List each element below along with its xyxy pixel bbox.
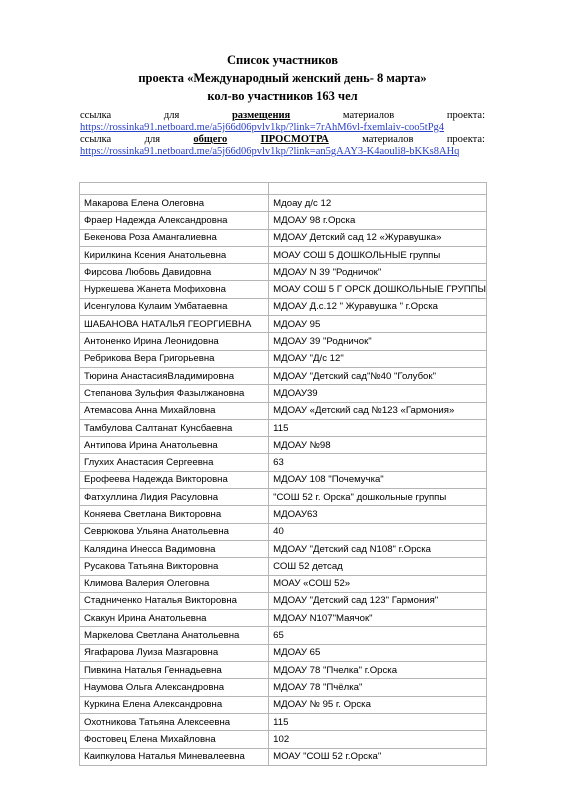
project-name: проекта «Международный женский день- 8 марта»	[138, 71, 427, 85]
table-row	[80, 592, 487, 609]
table-row	[80, 212, 487, 229]
participant-name: Калядина Инесса Вадимовна	[80, 540, 269, 557]
view-link[interactable]: https://rossinka91.netboard.me/a5j66d06pvlv1kp/?link=an5gAAY3-K4aouli8-bKKs8AHq	[80, 146, 460, 157]
document-header	[0, 51, 565, 105]
participant-organization: МДОАУ "Детский сад"№40 "Голубок"	[269, 367, 487, 384]
participant-organization: 65	[269, 627, 487, 644]
participant-organization: МОАУ «СОШ 52»	[269, 575, 487, 592]
participant-name: Антипова Ирина Анатольевна	[80, 437, 269, 454]
table-row	[80, 627, 487, 644]
participant-organization: "СОШ 52 г. Орска" дошкольные группы	[269, 489, 487, 506]
participant-name: Коняева Светлана Викторовна	[80, 506, 269, 523]
participant-count: кол-во участников 163 чел	[207, 89, 358, 103]
participant-organization: МДОАУ N107"Маячок"	[269, 610, 487, 627]
participant-organization: МДОАУ Д.с.12 " Журавушка " г.Орска	[269, 298, 487, 315]
participant-organization: МДОАУ63	[269, 506, 487, 523]
participant-organization: МОАУ СОШ 5 ДОШКОЛЬНЫЕ группы	[269, 246, 487, 263]
participant-organization: МДОАУ 78 "Пчёлка"	[269, 679, 487, 696]
document-title: Список участников	[227, 53, 338, 67]
participant-organization: МДОАУ "Д/с 12"	[269, 350, 487, 367]
participant-organization: МДОАУ "Детский сад N108" г.Орска	[269, 540, 487, 557]
view-emphasis-1: общего	[193, 134, 228, 145]
participant-name: Степанова Зульфия Фазылжановна	[80, 385, 269, 402]
participant-organization: МДОАУ 98 г.Орска	[269, 212, 487, 229]
table-row	[80, 367, 487, 384]
participant-name: Ягафарова Луиза Мазгаровна	[80, 644, 269, 661]
participant-organization: МДОАУ № 95 г. Орска	[269, 696, 487, 713]
table-row	[80, 402, 487, 419]
table-row	[80, 506, 487, 523]
participant-name: Бекенова Роза Амангалиевна	[80, 229, 269, 246]
table-row	[80, 731, 487, 748]
participant-name: Атемасова Анна Михайловна	[80, 402, 269, 419]
participant-name: Тамбулова Салтанат Кунсбаевна	[80, 419, 269, 436]
table-row	[80, 385, 487, 402]
participant-organization: 40	[269, 523, 487, 540]
participant-organization: МОАУ СОШ 5 Г ОРСК ДОШКОЛЬНЫЕ ГРУППЫ	[269, 281, 487, 298]
table-row	[80, 558, 487, 575]
table-row	[80, 298, 487, 315]
upload-link[interactable]: https://rossinka91.netboard.me/a5j66d06pvlv1kp/?link=7rAhM6vl-fxemlaiv-coo5tPg4	[80, 122, 445, 133]
participant-organization: 102	[269, 731, 487, 748]
participant-organization: 115	[269, 713, 487, 730]
empty-cell	[269, 183, 487, 195]
participant-name: Фостовец Елена Михайловна	[80, 731, 269, 748]
participant-name: Каипкулова Наталья Миневалеевна	[80, 748, 269, 765]
table-header-row	[80, 183, 487, 195]
participant-organization: МДОАУ N 39 "Родничок"	[269, 264, 487, 281]
participant-name: Кирилкина Ксения Анатольевна	[80, 246, 269, 263]
participant-name: Глухих Анастасия Сергеевна	[80, 454, 269, 471]
participant-name: Стадниченко Наталья Викторовна	[80, 592, 269, 609]
participant-organization: МДОАУ "Детский сад 123" Гармония"	[269, 592, 487, 609]
participant-name: Ребрикова Вера Григорьевна	[80, 350, 269, 367]
participant-organization: 63	[269, 454, 487, 471]
participant-organization: МДОАУ «Детский сад №123 «Гармония»	[269, 402, 487, 419]
participant-organization: 115	[269, 419, 487, 436]
participant-name: ШАБАНОВА НАТАЛЬЯ ГЕОРГИЕВНА	[80, 316, 269, 333]
participant-organization: СОШ 52 детсад	[269, 558, 487, 575]
participant-organization: МДОАУ39	[269, 385, 487, 402]
participant-organization: МДОАУ №98	[269, 437, 487, 454]
participant-name: Исенгулова Кулаим Умбатаевна	[80, 298, 269, 315]
table-row	[80, 316, 487, 333]
participant-name: Антоненко Ирина Леонидовна	[80, 333, 269, 350]
table-row	[80, 281, 487, 298]
participant-name: Климова Валерия Олеговна	[80, 575, 269, 592]
table-row	[80, 229, 487, 246]
table-row	[80, 644, 487, 661]
view-link-caption: ссылка для общего ПРОСМОТРА материалов проекта:	[80, 134, 485, 145]
participant-name: Пивкина Наталья Геннадьевна	[80, 662, 269, 679]
table-row	[80, 419, 487, 436]
table-row	[80, 696, 487, 713]
participant-name: Наумова Ольга Александровна	[80, 679, 269, 696]
empty-cell	[80, 183, 269, 195]
participant-organization: Мдоау д/с 12	[269, 195, 487, 212]
table-row	[80, 437, 487, 454]
participant-name: Тюрина АнастасияВладимировна	[80, 367, 269, 384]
table-row	[80, 246, 487, 263]
table-row	[80, 575, 487, 592]
participant-name: Фирсова Любовь Давидовна	[80, 264, 269, 281]
participants-table	[79, 182, 487, 766]
view-emphasis-2: ПРОСМОТРА	[260, 134, 329, 145]
links-block	[80, 110, 485, 158]
participant-name: Скакун Ирина Анатольевна	[80, 610, 269, 627]
participant-organization: МДОАУ 39 "Родничок"	[269, 333, 487, 350]
upload-link-caption: ссылка для размещения материалов проекта:	[80, 110, 485, 121]
table-row	[80, 264, 487, 281]
participant-organization: МДОАУ 65	[269, 644, 487, 661]
table-row	[80, 679, 487, 696]
table-row	[80, 523, 487, 540]
table-row	[80, 540, 487, 557]
participant-name: Макарова Елена Олеговна	[80, 195, 269, 212]
participant-name: Охотникова Татьяна Алексеевна	[80, 713, 269, 730]
table-row	[80, 662, 487, 679]
participant-name: Нуркешева Жанета Мофиховна	[80, 281, 269, 298]
table-row	[80, 350, 487, 367]
table-row	[80, 195, 487, 212]
participant-organization: МДОАУ 95	[269, 316, 487, 333]
table-row	[80, 454, 487, 471]
participant-name: Севрюкова Ульяна Анатольевна	[80, 523, 269, 540]
table-row	[80, 471, 487, 488]
participant-name: Русакова Татьяна Викторовна	[80, 558, 269, 575]
table-row	[80, 489, 487, 506]
participant-organization: МДОАУ Детский сад 12 «Журавушка»	[269, 229, 487, 246]
table-row	[80, 610, 487, 627]
table-row	[80, 748, 487, 765]
table-row	[80, 333, 487, 350]
participant-name: Маркелова Светлана Анатольевна	[80, 627, 269, 644]
table-row	[80, 713, 487, 730]
participant-name: Ерофеева Надежда Викторовна	[80, 471, 269, 488]
participant-organization: МОАУ "СОШ 52 г.Орска"	[269, 748, 487, 765]
participant-name: Фатхуллина Лидия Расуловна	[80, 489, 269, 506]
upload-emphasis: размещения	[231, 110, 291, 121]
participant-organization: МДОАУ 78 "Пчелка" г.Орска	[269, 662, 487, 679]
participant-organization: МДОАУ 108 "Почемучка"	[269, 471, 487, 488]
participant-name: Куркина Елена Александровна	[80, 696, 269, 713]
participant-name: Фраер Надежда Александровна	[80, 212, 269, 229]
